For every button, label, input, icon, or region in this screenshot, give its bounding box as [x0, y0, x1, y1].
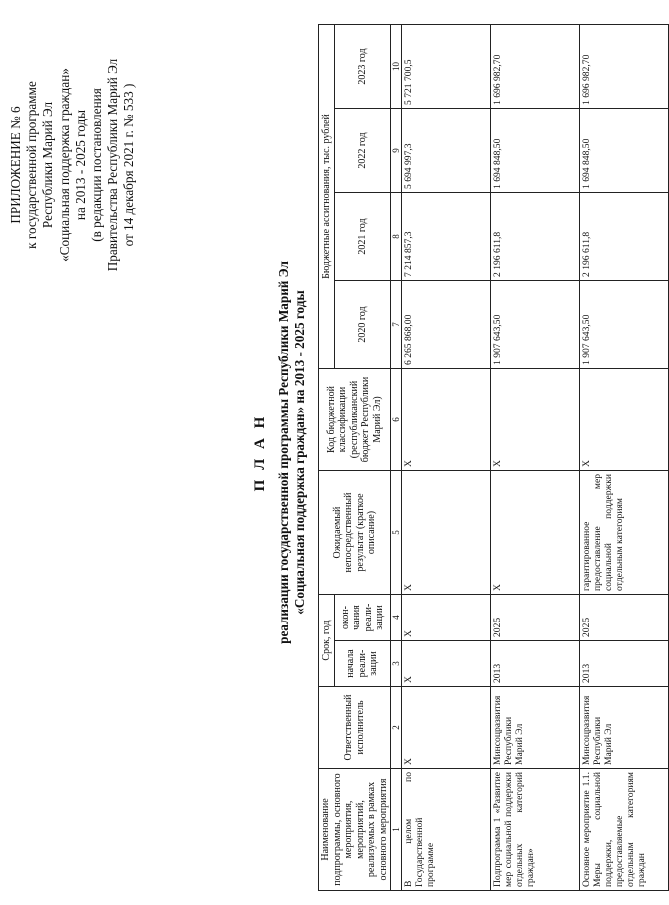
appendix-line-2: к государственной программе — [24, 81, 40, 249]
row-start: 2013 — [580, 641, 669, 687]
row-code: Х — [402, 369, 491, 471]
header-code: Код бюджетной классификации (республиканский бюджет Республики Марий Эл) — [319, 369, 391, 471]
plan-subtitle-line-2: «Социальная поддержка граждан» на 2013 - 2025 годы — [292, 290, 307, 615]
row-name: В целом по Государственной программе — [402, 769, 491, 891]
column-number: 3 — [391, 641, 402, 687]
row-executor: Минсоцразвития Республики Марий Эл — [580, 687, 669, 769]
row-2023: 1 696 982,70 — [580, 24, 669, 108]
row-2021: 2 196 611,8 — [580, 193, 669, 281]
appendix-line-6: (в редакции постановления — [89, 88, 105, 242]
row-2020: 1 907 643,50 — [491, 281, 580, 369]
plan-title: П Л А Н — [252, 413, 268, 492]
header-executor: Ответственный исполнитель — [319, 687, 391, 769]
appendix-line-7: Правительства Республики Марий Эл — [105, 58, 121, 272]
column-number: 2 — [391, 687, 402, 769]
column-number: 5 — [391, 471, 402, 595]
row-name: Подпрограмма 1 «Развитие мер социальной поддержки отдельных категорий граждан» — [491, 769, 580, 891]
row-result: Х — [402, 471, 491, 595]
row-start: Х — [402, 641, 491, 687]
row-2021: 2 196 611,8 — [491, 193, 580, 281]
row-start: 2013 — [491, 641, 580, 687]
table-row — [491, 24, 580, 890]
row-end: 2025 — [580, 595, 669, 641]
row-2022: 1 694 848,50 — [580, 109, 669, 193]
column-number: 7 — [391, 281, 402, 369]
table-row — [580, 24, 669, 890]
row-2023: 1 696 982,70 — [491, 24, 580, 108]
column-number: 4 — [391, 595, 402, 641]
appendix-line-5: на 2013 - 2025 годы — [72, 109, 88, 221]
appendix-line-1: ПРИЛОЖЕНИЕ № 6 — [8, 106, 23, 224]
plan-table — [318, 24, 669, 891]
row-2022: 5 694 997,3 — [402, 109, 491, 193]
row-end: Х — [402, 595, 491, 641]
row-code: Х — [491, 369, 580, 471]
row-executor: Минсоцразвития Республики Марий Эл — [491, 687, 580, 769]
column-number: 6 — [391, 369, 402, 471]
column-number: 10 — [391, 24, 402, 108]
table-row — [402, 24, 491, 890]
header-term: Срок, год — [319, 595, 335, 687]
row-2020: 1 907 643,50 — [580, 281, 669, 369]
row-result: Х — [491, 471, 580, 595]
appendix-line-4: «Социальная поддержка граждан» — [56, 68, 72, 262]
plan-subtitle-line-1: реализации государственной программы Республики Марий Эл — [276, 261, 291, 644]
column-number: 8 — [391, 193, 402, 281]
header-result: Ожидаемый непосредственный результат (краткое описание) — [319, 471, 391, 595]
header-budget: Бюджетные ассигнования, тыс. рублей — [319, 24, 335, 368]
header-term-start: начала реали-зации — [335, 641, 391, 687]
column-number: 9 — [391, 109, 402, 193]
appendix-line-8: от 14 декабря 2021 г. № 533 ) — [121, 83, 137, 247]
row-2023: 5 721 700,5 — [402, 24, 491, 108]
row-2020: 6 265 868,00 — [402, 281, 491, 369]
row-result: гарантированное предоставление мер социальной поддержки отдельным категориям — [580, 471, 669, 595]
row-executor: Х — [402, 687, 491, 769]
row-2021: 7 214 857,3 — [402, 193, 491, 281]
row-code: Х — [580, 369, 669, 471]
header-year-2022: 2022 год — [335, 109, 391, 193]
plan-subtitle — [276, 0, 308, 905]
header-name: Наименование подпрограммы, основного мероприятия, мероприятий, реализуемых в рамках основного мероприятия — [319, 769, 391, 891]
header-term-end: окон-чания реали-зации — [335, 595, 391, 641]
column-number-row — [391, 24, 402, 890]
header-year-2023: 2023 год — [335, 24, 391, 108]
row-2022: 1 694 848,50 — [491, 109, 580, 193]
row-name: Основное мероприятие 1.1. Меры социальной поддержки, предоставляемые отдельным категориям граждан — [580, 769, 669, 891]
appendix-line-3: Республики Марий Эл — [40, 101, 56, 229]
appendix-block — [8, 15, 138, 315]
row-end: 2025 — [491, 595, 580, 641]
header-year-2021: 2021 год — [335, 193, 391, 281]
column-number: 1 — [391, 769, 402, 891]
header-year-2020: 2020 год — [335, 281, 391, 369]
